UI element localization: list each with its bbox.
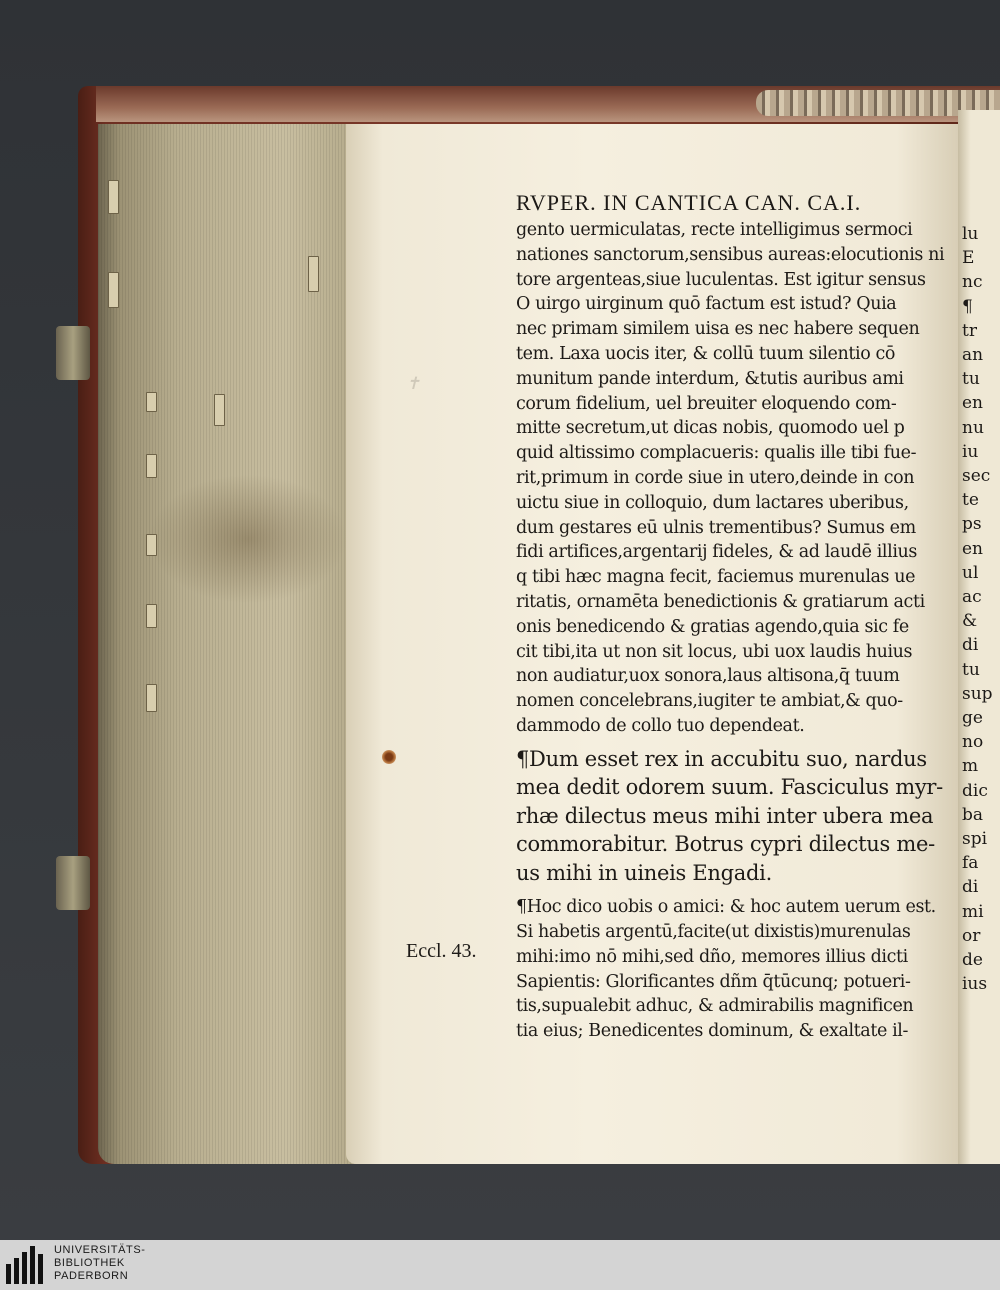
text-line: ¶Hoc dico uobis o amici: & hoc autem uerum est. <box>516 897 936 918</box>
text-line: Sapientis: Glorificantes dñm q̄tūcunq; potueri- <box>516 971 911 992</box>
text-line: nationes sanctorum,sensibus aureas:elocutionis ni <box>516 244 945 265</box>
index-tab <box>146 684 157 712</box>
text-line: onis benedicendo & gratias agendo,quia sic fe <box>516 616 909 637</box>
clasp-upper <box>56 326 90 380</box>
index-tab <box>108 272 119 308</box>
foxing-spot <box>382 750 396 764</box>
right-page-fragment: E <box>962 248 975 269</box>
text-line: tem. Laxa uocis iter, & collū tuum silentio cō <box>516 343 896 364</box>
library-name-line: BIBLIOTHEK <box>54 1257 125 1269</box>
text-line: gento uermiculatas, recte intelligimus sermoci <box>516 220 913 240</box>
right-page-fragment: fa <box>962 853 979 874</box>
right-page-fragment: ius <box>962 974 988 995</box>
margin-reference: Eccl. 43. <box>406 940 477 962</box>
right-page-fragment: sec <box>962 466 991 487</box>
text-line: rit,primum in corde siue in utero,deinde in con <box>516 467 915 488</box>
right-page-fragment: no <box>962 732 984 753</box>
library-name <box>54 1244 146 1283</box>
right-page-fragment: spi <box>962 829 988 850</box>
right-page-fragment: en <box>962 538 984 559</box>
text-line: dammodo de collo tuo dependeat. <box>516 715 805 736</box>
text-line: nec primam similem uisa es nec habere sequen <box>516 319 920 340</box>
text-line: corum fidelium, uel breuiter eloquendo com- <box>516 393 897 414</box>
right-page-fragment: dic <box>962 780 988 801</box>
right-page-fragment: ac <box>962 587 982 608</box>
right-page-fragment: ¶ <box>962 296 973 317</box>
right-page-fragment: m <box>962 756 979 777</box>
text-line: non audiatur,uox sonora,laus altisona,q̄ tuum <box>516 666 900 687</box>
open-book <box>78 86 1000 1166</box>
text-line: quid altissimo complacueris: qualis ille tibi fue- <box>516 443 917 464</box>
library-name-line: PADERBORN <box>54 1270 129 1282</box>
right-page-fragment: nc <box>962 272 983 293</box>
right-page-fragment: di <box>962 877 979 898</box>
running-head: RVPER. IN CANTICA CAN. CA.I. <box>516 190 862 215</box>
index-tab <box>108 180 119 214</box>
text-line: mitte secretum,ut dicas nobis, quomodo uel p <box>516 418 905 439</box>
verse-line: mea dedit odorem suum. Fasciculus myr- <box>516 775 943 800</box>
edge-stain <box>148 474 348 604</box>
right-page-fragment: iu <box>962 441 979 462</box>
index-tab <box>214 394 225 426</box>
library-footer <box>0 1240 1000 1290</box>
right-page-fragment: tu <box>962 369 980 390</box>
text-line: ritatis, ornamēta benedictionis & gratiarum acti <box>516 591 925 612</box>
right-page-fragment: sup <box>962 683 993 704</box>
text-line: dum gestares eū ulnis trementibus? Sumus em <box>516 517 916 538</box>
right-page-fragment: en <box>962 393 984 414</box>
clasp-lower <box>56 856 90 910</box>
text-line: tis,supualebit adhuc, & admirabilis magnificen <box>516 996 914 1017</box>
verse-line: ¶Dum esset rex in accubitu suo, nardus <box>516 746 927 771</box>
commentary-paragraph <box>516 218 946 739</box>
right-page-fragment: lu <box>962 224 979 244</box>
verse-paragraph <box>516 745 946 888</box>
library-logo-icon <box>6 1246 46 1284</box>
verse-line: us mihi in uineis Engadi. <box>516 860 772 885</box>
show-through-text: ✝ <box>406 374 421 393</box>
library-name-line: UNIVERSITÄTS- <box>54 1244 146 1256</box>
verse-line: commorabitur. Botrus cypri dilectus me- <box>516 832 935 857</box>
text-line: Si habetis argentū,facite(ut dixistis)murenulas <box>516 922 911 943</box>
left-page <box>346 124 958 1164</box>
text-line: uictu siue in colloquio, dum lactares uberibus, <box>516 492 909 513</box>
right-page-fragment: & <box>962 611 978 632</box>
page-text <box>516 190 946 1044</box>
index-tab <box>146 454 157 478</box>
text-line: nomen concelebrans,iugiter te ambiat,& quo- <box>516 691 903 712</box>
right-page-fragment: tr <box>962 320 977 341</box>
index-tab <box>146 392 157 412</box>
text-line: mihi:imo nō mihi,sed dño, memores illius dicti <box>516 946 908 967</box>
right-page-fragment: ge <box>962 708 983 729</box>
verse-line: rhæ dilectus meus mihi inter ubera mea <box>516 803 934 828</box>
right-page-fragment: de <box>962 950 983 971</box>
text-line: tia eius; Benedicentes dominum, & exaltate il- <box>516 1021 909 1042</box>
right-page-fragment: di <box>962 635 979 656</box>
right-page-fragment: mi <box>962 901 984 922</box>
text-line: cit tibi,ita ut non sit locus, ubi uox laudis huius <box>516 641 913 662</box>
text-line: O uirgo uirginum quō factum est istud? Quia <box>516 294 897 315</box>
right-page-edge <box>958 110 1000 1164</box>
index-tab <box>308 256 319 292</box>
text-line: q tibi hæc magna fecit, faciemus murenulas ue <box>516 567 916 588</box>
right-page-fragment: ul <box>962 562 979 583</box>
right-page-fragment: ba <box>962 804 984 825</box>
right-page-fragment: or <box>962 925 981 946</box>
index-tab <box>146 604 157 628</box>
right-page-text <box>962 222 993 997</box>
right-page-fragment: tu <box>962 659 980 680</box>
right-page-fragment: te <box>962 490 979 511</box>
text-line: munitum pande interdum, &tutis auribus ami <box>516 368 904 389</box>
text-line: fidi artifices,argentarij fideles, & ad laudē illius <box>516 542 917 563</box>
page-stack-fore-edge <box>98 124 366 1164</box>
right-page-fragment: an <box>962 345 984 366</box>
index-tab <box>146 534 157 556</box>
right-page-fragment: nu <box>962 417 984 438</box>
text-line: tore argenteas,siue luculentas. Est igitur sensus <box>516 269 926 290</box>
commentary-continuation <box>516 895 946 1044</box>
right-page-fragment: ps <box>962 514 982 535</box>
